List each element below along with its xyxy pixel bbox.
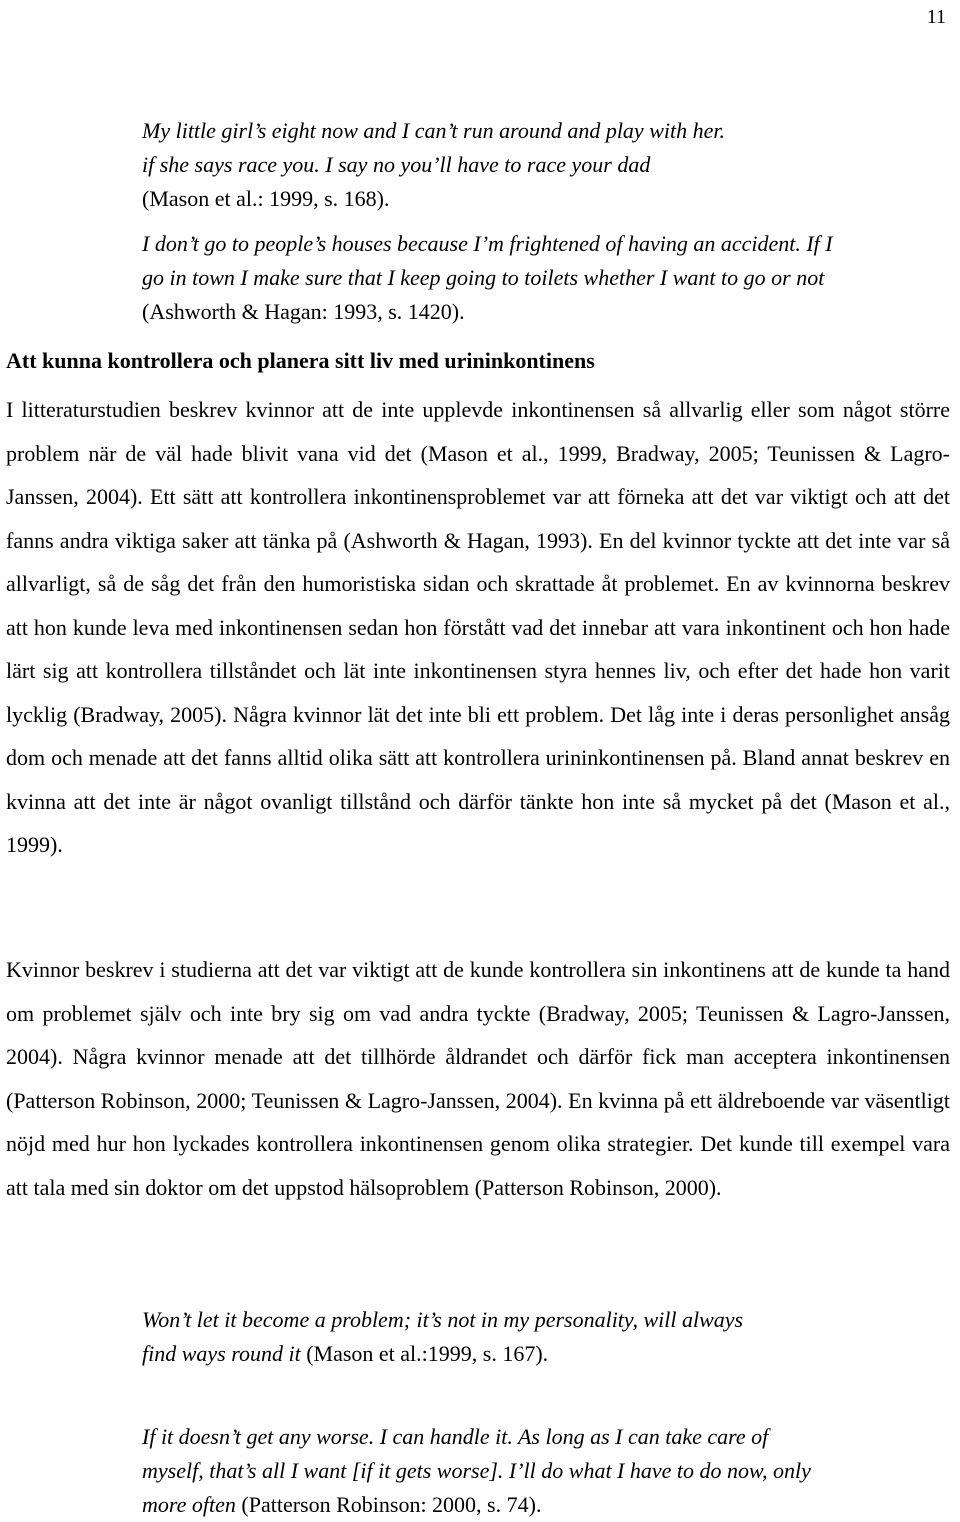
block-quote-1 bbox=[142, 114, 862, 216]
block-quote-4 bbox=[142, 1420, 822, 1522]
block-quote-2 bbox=[142, 227, 842, 329]
quote-1-line-1: My little girl’s eight now and I can’t run around and play with her. bbox=[142, 118, 725, 143]
quote-3-text: Won’t let it become a problem; it’s not in my personality, will always find ways round it bbox=[142, 1307, 744, 1366]
section-heading: Att kunna kontrollera och planera sitt liv med urininkontinens bbox=[6, 348, 595, 373]
block-quote-3 bbox=[142, 1303, 782, 1371]
quote-2-citation: (Ashworth & Hagan: 1993, s. 1420). bbox=[142, 299, 465, 324]
quote-4-citation: (Patterson Robinson: 2000, s. 74). bbox=[235, 1492, 542, 1517]
quote-1-line-2: if she says race you. I say no you’ll have to race your dad bbox=[142, 152, 651, 177]
body-paragraph-2: Kvinnor beskrev i studierna att det var viktigt att de kunde kontrollera sin inkontinens att de kunde ta hand om problemet själv och inte bry sig om vad andra tyckte (Bradway, 2005; Teunissen & Lagro-Janssen, 2004). Några kvinnor menade att det tillhörde åldrandet och därför fick man acceptera inkontinensen (Patterson Robinson, 2000; Teunissen & Lagro-Janssen, 2004). En kvinna på ett äldreboende var väsentligt nöjd med hur hon lyckades kontrollera inkontinensen genom olika strategier. Det kunde till exempel vara att tala med sin doktor om det uppstod hälsoproblem (Patterson Robinson, 2000). bbox=[6, 957, 950, 1200]
quote-3-citation: (Mason et al.:1999, s. 167). bbox=[300, 1341, 549, 1366]
page-number: 11 bbox=[926, 6, 946, 28]
quote-4-text: If it doesn’t get any worse. I can handle it. As long as I can take care of myself, that’s all I want [if it gets worse]. I’ll do what I have to do now, only more often bbox=[142, 1424, 811, 1517]
body-paragraph-1: I litteraturstudien beskrev kvinnor att de inte upplevde inkontinensen så allvarlig eller som något större problem när de väl hade blivit vana vid det (Mason et al., 1999, Bradway, 2005; Teunissen & Lagro-Janssen, 2004). Ett sätt att kontrollera inkontinensproblemet var att förneka att det var viktigt och att det fanns andra viktiga saker att tänka på (Ashworth & Hagan, 1993). En del kvinnor tyckte att det inte var så allvarligt, så de såg det från den humoristiska sidan och skrattade åt problemet. En av kvinnorna beskrev att hon kunde leva med inkontinensen sedan hon förstått vad det innebar att vara inkontinent och hon hade lärt sig att kontrollera tillståndet och lät inte inkontinensen styra hennes liv, och efter det hade hon varit lycklig (Bradway, 2005). Några kvinnor lät det inte bli ett problem. Det låg inte i deras personlighet ansåg dom och menade att det fanns alltid olika sätt att kontrollera urininkontinensen på. Bland annat beskrev en kvinna att det inte är något ovanligt tillstånd och därför tänkte hon inte så mycket på det (Mason et al., 1999). bbox=[6, 397, 950, 857]
quote-2-text: I don’t go to people’s houses because I’m frightened of having an accident. If I go in town I make sure that I keep going to toilets whether I want to go or not bbox=[142, 231, 833, 290]
quote-1-citation: (Mason et al.: 1999, s. 168). bbox=[142, 186, 390, 211]
